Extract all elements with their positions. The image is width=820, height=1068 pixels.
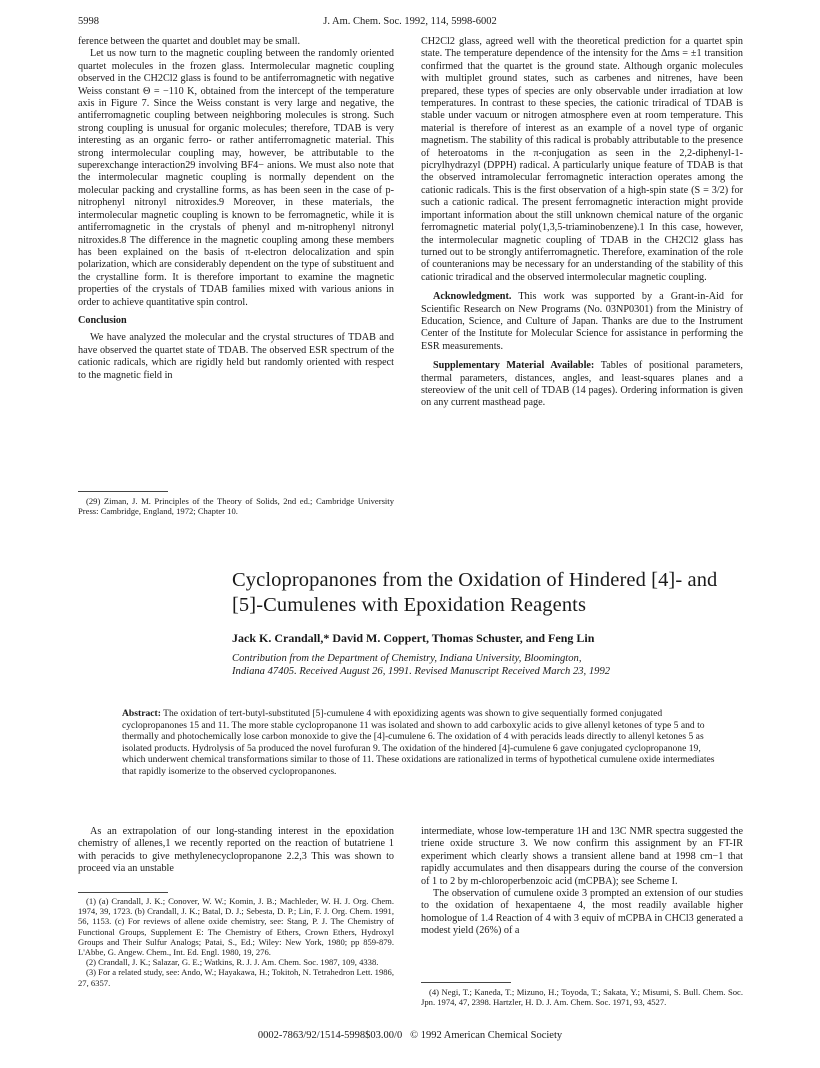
paragraph: As an extrapolation of our long-standing interest in the epoxidation chemistry of allenes,1 we recently reported on the reaction of butatriene 1 with peracids to give methylenecyclopropanone 2.2,3 This was shown to proceed via an unstable	[78, 826, 394, 875]
ack-label: Acknowledgment.	[433, 291, 512, 303]
affiliation-line: Contribution from the Department of Chemistry, Indiana University, Bloomington,	[232, 653, 582, 664]
abstract-text: The oxidation of tert-butyl-substituted [5]-cumulene 4 with epoxidizing agents was shown to give sequentially formed conjugated cyclopropanones 15 and 11. The more stable cyclopropanone 11 was isolated and shown to add carboxylic acids to give allenyl ketones of type 5 and to thermally and photochemically lose carbon monoxide to give the [4]-cumulene 6. The oxidation of 4 with peracids leads directly to allenyl ketones 5 as isolated products. Hydrolysis of 5a produced the novel furofuran 9. The oxidation of the hindered [4]-cumulene 6 gave conjugated cyclopropanone 19, which underwent chemical transformations similar to those of 11. These oxidations are rationalized in terms of hypothetical cumulene oxide intermediates that rapidly isomerize to the observed cyclopropanones.	[122, 708, 715, 777]
authors: Jack K. Crandall,* David M. Coppert, Thomas Schuster, and Feng Lin	[232, 631, 595, 645]
footer-code: 0002-7863/92/1514-5998$03.00/0	[257, 1030, 403, 1041]
footnote-right	[421, 987, 743, 1007]
footnote: (29) Ziman, J. M. Principles of the Theory of Solids, 2nd ed.; Cambridge University Press: Cambridge, England, 1972; Chapter 10.	[78, 496, 394, 517]
paragraph: Let us now turn to the magnetic coupling between the randomly oriented quartet molecules in the frozen glass. Intermolecular magnetic coupling observed in the CH2Cl2 glass is found to be antiferromagnetic with negative Weiss constant Θ = −110 K, obtained from the intercept of the temperature axis in Figure 7. Since the Weiss constant is very large and negative, the antiferromagnetic coupling between neighboring molecules is strong. Such strong coupling is unusual for organic molecules; therefore, TDAB is very interesting as an organic ferro- or rather antiferromagnetic material. This strong intermolecular coupling may, however, be attributable to the superexchange interaction29 involving BF4− anions. We must also note that the intermolecular magnetic coupling is normally dependent on the molecular packing and crystalline forms, as has been seen in the case of p-nitrophenyl nitronyl nitroxides.9 Moreover, in these materials, the intermolecular magnetic coupling is known to be ferromagnetic, while it is antiferromagnetic in the crystals of phenyl and m-nitrophenyl nitronyl nitroxides.8 The difference in the magnetic coupling among these members has been explained on the basis of π-electron delocalization and spin polarization, which are considerably dependent on the type of substituent and the crystalline form. It is therefore important to examine the magnetic properties of the crystals of TDAB families mixed with various anions in order to achieve quantitative spin control.	[78, 48, 394, 308]
acknowledgment-paragraph	[421, 291, 743, 353]
ack-text: This work was supported by a Grant-in-Aid for Scientific Research on New Programs (No. 03NP0301) from the Ministry of Education, Science, and Culture of Japan. Thanks are due to the Instrument Center of the Institute for Molecular Science for assistance in performing the ESR measurements.	[421, 291, 743, 352]
intro-right-column	[421, 826, 743, 938]
footnote-divider	[78, 491, 168, 492]
supp-text: Tables of positional parameters, thermal parameters, distances, angles, and least-squares planes and a stereoview of the unit cell of TDAB (14 pages). Ordering information is given on any current masthead page.	[421, 360, 743, 409]
paragraph: We have analyzed the molecular and the crystal structures of TDAB and have observed the quartet state of TDAB. The observed ESR spectrum of the cationic radicals, which are rigidly held but randomly oriented with respect to the magnetic field in	[78, 332, 394, 381]
title-line: [5]-Cumulenes with Epoxidation Reagents	[232, 594, 587, 616]
intro-left-column	[78, 826, 394, 876]
paragraph: CH2Cl2 glass, agreed well with the theoretical prediction for a quartet spin state. The temperature dependence of the intensity for the Δms = ±1 transition confirmed that the quartet is the ground state. Although organic molecules with multiplet ground states, such as carbenes and nitrenes, have been prepared, these types of species are only observable under irradiation at low temperatures. In contrast to these species, the cationic triradical of TDAB is stable under vacuum or nitrogen atmosphere even at room temperature. This material is therefore of interest as an example of a novel type of organic magnetism. The stability of this radical is probably attributable to the presence of heteroatoms in the π-conjugation as seen in the 2,2-diphenyl-1-picrylhydrazyl (DPPH) radical. A particularly unique feature of TDAB is that the observed intramolecular ferromagnetic interaction operates among the cationic radicals. This is the first observation of a high-spin state (S = 3/2) for such a cationic radical. The present ferromagnetic interaction might provide important information about the still unknown chemical nature of the organic ferromagnetic material poly(1,3,5-triaminobenzene).1 In this case, however, the intermolecular magnetic coupling of TDAB in the CH2Cl2 glass has turned out to be strongly antiferromagnetic. Therefore, examination of the role of counteranions may be necessary for an understanding of the stability of this cationic triradical and the observed intermolecular magnetic coupling.	[421, 36, 743, 283]
abstract	[122, 708, 722, 778]
page-footer	[0, 1030, 820, 1041]
footnote: (4) Negi, T.; Kaneda, T.; Mizuno, H.; Toyoda, T.; Sakata, Y.; Misumi, S. Bull. Chem. Soc. Jpn. 1974, 47, 2398. Hartzler, H. D. J. Am. Chem. Soc. 1971, 93, 4527.	[421, 987, 743, 1008]
paragraph: ference between the quartet and doublet may be small.	[78, 36, 301, 47]
affiliation	[232, 653, 792, 678]
supplementary-paragraph	[421, 360, 743, 410]
footnote: (3) For a related study, see: Ando, W.; Hayakawa, H.; Tokitoh, N. Tetrahedron Lett. 1986, 27, 6357.	[78, 967, 394, 988]
journal-citation: J. Am. Chem. Soc. 1992, 114, 5998-6002	[323, 16, 497, 27]
prev-article-right-column	[421, 36, 743, 410]
footnote: (2) Crandall, J. K.; Salazar, G. E.; Watkins, R. J. J. Am. Chem. Soc. 1987, 109, 4338.	[86, 957, 379, 968]
article-title	[232, 568, 792, 618]
prev-article-left-column	[78, 36, 394, 382]
paragraph: intermediate, whose low-temperature 1H and 13C NMR spectra suggested the triene oxide structure 3. We now confirm this assignment by an FT-IR experiment which clearly shows a transient allene band at 1998 cm−1 that rapidly accumulates and then disappears during the course of the conversion of 1 to 2 by m-chloroperbenzoic acid (mCPBA); see Scheme I.	[421, 826, 743, 887]
footer-copyright: © 1992 American Chemical Society	[410, 1030, 563, 1041]
page-number: 5998	[78, 16, 99, 27]
abstract-label: Abstract:	[122, 708, 161, 719]
footnote-divider	[421, 982, 511, 983]
footnote: (1) (a) Crandall, J. K.; Conover, W. W.; Komin, J. B.; Machleder, W. H. J. Org. Chem. 1974, 39, 1723. (b) Crandall, J. K.; Batal, D. J.; Sebesta, D. P.; Lin, F. J. Org. Chem. 1991, 56, 1153. (c) For reviews of allene oxide chemistry, see: Stang, P. J. The Chemistry of Functional Groups, Supplement E: The Chemistry of Ethers, Crown Ethers, Hydroxyl Groups and Their Sulfur Analogs; Patai, S., Ed.; Wiley: New York, 1980; pp 859-879. L'Abbe, G. Angew. Chem., Int. Ed. Engl. 1980, 19, 276.	[78, 896, 394, 958]
footnotes-left	[78, 896, 394, 988]
section-heading: Conclusion	[78, 314, 127, 326]
footnote-divider	[78, 892, 168, 893]
supp-label: Supplementary Material Available:	[433, 360, 595, 372]
affiliation-line: Indiana 47405. Received August 26, 1991. Revised Manuscript Received March 23, 1992	[232, 665, 611, 677]
title-line: Cyclopropanones from the Oxidation of Hindered [4]- and	[232, 569, 718, 591]
paragraph: The observation of cumulene oxide 3 prompted an extension of our studies to the oxidation of hexapentaene 4, the most readily available higher homologue of 1.4 Reaction of 4 with 3 equiv of mCPBA in CHCl3 generated a modest yield (26%) of a	[421, 888, 743, 937]
footnote-29	[78, 496, 394, 516]
